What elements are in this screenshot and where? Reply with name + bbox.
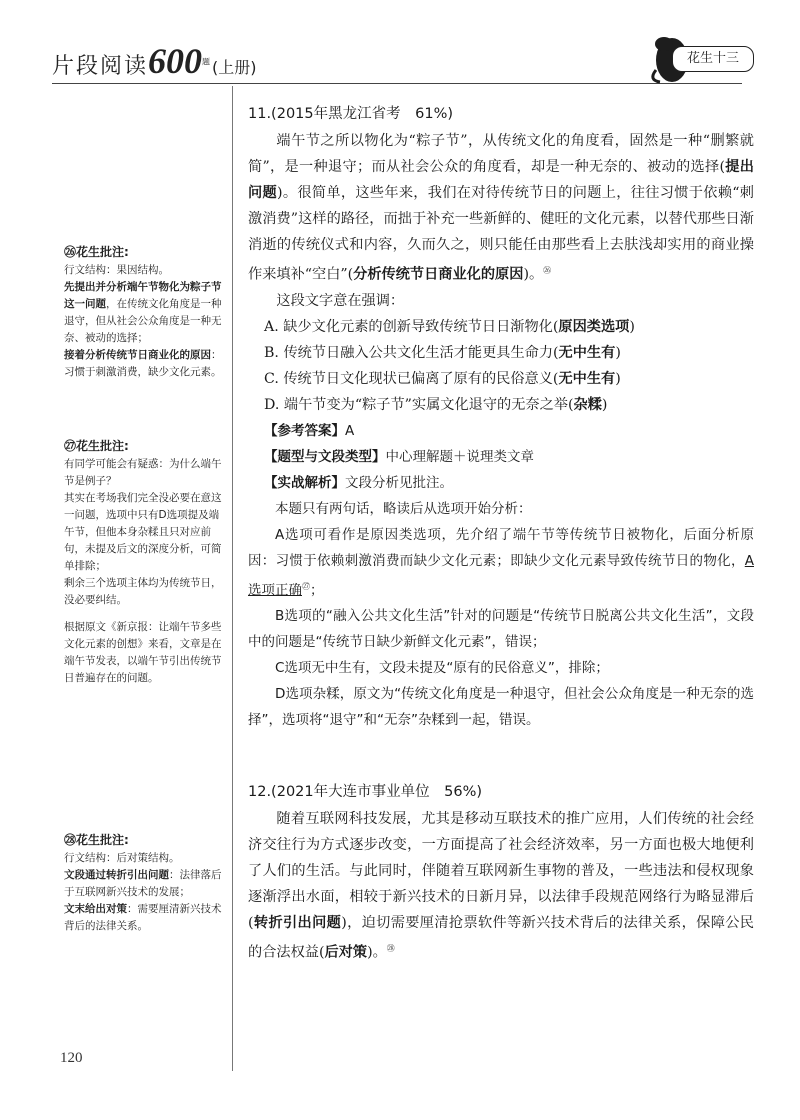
side-note-27-p3: 剩余三个选项主体均为传统节日，没必要纠结。	[64, 577, 222, 606]
side-note-28-head: ㉘花生批注:	[64, 833, 129, 847]
running-header-title	[52, 40, 257, 82]
q11-option-d: D. 端午节变为“粽子节”实属文化退守的无奈之举(杂糅)	[264, 396, 608, 413]
note-ref-28: ㉘	[386, 944, 395, 953]
side-note-26-body: 行文结构：果因结构。 先提出并分析端午节物化为粽子节这一问题，在传统文化角度是一种退守，但从社会公众角度是一种无奈、被动的选择； 接着分析传统节日商业化的原因：习惯于刺激消费，缺少文化元素。	[64, 264, 222, 378]
q11-analysis-b: B选项的“融入公共文化生活”针对的问题是“传统节日脱离公共文化生活”，文段中的问题是“传统节日缺少新鲜文化元素”，错误；	[248, 608, 754, 651]
q11-passage: 端午节之所以物化为“粽子节”，从传统文化的角度看，固然是一种“删繁就简”，是一种退守；而从社会公众的角度看，却是一种无奈的、被动的选择(提出问题)。很简单，这些年来，我们在对待传统节日的问题上，往往习惯于依赖“刺激消费”这样的路径，而拙于补充一些新鲜的、健旺的文化元素，以替代那些日渐消逝的传统仪式和内容，久而久之，则只能任由那些看上去肤浅却实用的商业操作来填补“空白”(分析传统节日商业化的原因)。$^㉖$	[248, 133, 754, 283]
q11-analysis-d: D选项杂糅，原文为“传统文化角度是一种退守，但社会公众角度是一种无奈的选择”，选项将“退守”和“无奈”杂糅到一起，错误。	[248, 686, 754, 729]
brand-label: 花生十三	[672, 46, 754, 72]
side-note-26-head: ㉖花生批注:	[64, 245, 129, 259]
header-title-small: 题	[202, 57, 213, 67]
q11-option-a: A. 缺少文化元素的创新导致传统节日日渐物化(原因类选项)	[264, 318, 635, 335]
note-ref-26: ㉖	[543, 266, 552, 275]
q12-title: 12.(2021年大连市事业单位 56%)	[248, 784, 483, 800]
side-note-26	[64, 244, 224, 381]
page-number: 120	[60, 1050, 83, 1066]
q11-analysis-intro: 本题只有两句话，略读后从选项开始分析：	[275, 500, 532, 517]
side-note-27-head: ㉗花生批注:	[64, 439, 129, 453]
side-note-27-p1: 有同学可能会有疑惑：为什么端午节是例子？	[64, 458, 222, 487]
q11-option-c: C. 传统节日文化现状已偏离了原有的民俗意义(无中生有)	[264, 370, 621, 387]
q11-option-b: B. 传统节日融入公共文化生活才能更具生命力(无中生有)	[264, 344, 621, 361]
q11-analysis-a: A选项可看作是原因类选项，先介绍了端午节等传统节日被物化，后面分析原因：习惯于依赖刺激消费而缺少文化元素；即缺少文化元素导致传统节日的物化，A选项正确$^㉗$；	[248, 526, 754, 599]
header-title-number: 600	[148, 41, 203, 81]
header-title-volume: (上册)	[212, 58, 257, 77]
q11-question-type: 【题型与文段类型】中心理解题＋说理类文章	[264, 448, 534, 465]
q12-passage: 随着互联网科技发展，尤其是移动互联技术的推广应用，人们传统的社会经济交往行为方式逐步改变，一方面提高了社会经济效率，另一方面也极大地便利了人们的生活。与此同时，伴随着互联网新生事物的普及，一些违法和侵权现象逐渐浮出水面，相较于新兴技术的日新月异，以法律手段规范网络行为略显滞后(转折引出问题)，迫切需要厘清抢票软件等新兴技术背后的法律关系，保障公民的合法权益(后对策)。$^㉘$	[248, 811, 754, 961]
q11-body	[248, 128, 754, 733]
side-note-27-p2: 其实在考场我们完全没必要在意这一问题，选项中只有D选项提及端午节，但他本身杂糅且只对应前句，未提及后文的深度分析，可简单排除；	[64, 492, 222, 572]
q11-stem: 这段文字意在强调：	[276, 292, 405, 309]
side-note-27-p4: 根据原文《新京报：让端午节多些文化元素的创想》来看，文章是在端午节发表，以端午节引出传统节日普遍存在的问题。	[64, 621, 222, 684]
q12-body	[248, 806, 754, 966]
q11-title: 11.(2015年黑龙江省考 61%)	[248, 106, 454, 122]
header-title-prefix: 片段阅读	[52, 54, 149, 79]
side-note-28-body: 行文结构：后对策结构。 文段通过转折引出问题：法律落后于互联网新兴技术的发展； 文末给出对策：需要厘清新兴技术背后的法律关系。	[64, 852, 222, 932]
q11-reference-answer: 【参考答案】A	[264, 422, 355, 439]
header-divider	[52, 83, 742, 84]
q11-analysis-c: C选项无中生有，文段未提及“原有的民俗意义”，排除；	[275, 660, 609, 677]
note-ref-27: ㉗	[302, 581, 310, 591]
brand-logo	[646, 30, 754, 86]
q11-analysis-heading: 【实战解析】文段分析见批注。	[264, 474, 453, 491]
column-divider	[232, 86, 233, 1071]
side-note-28	[64, 832, 224, 935]
side-note-27	[64, 438, 224, 687]
